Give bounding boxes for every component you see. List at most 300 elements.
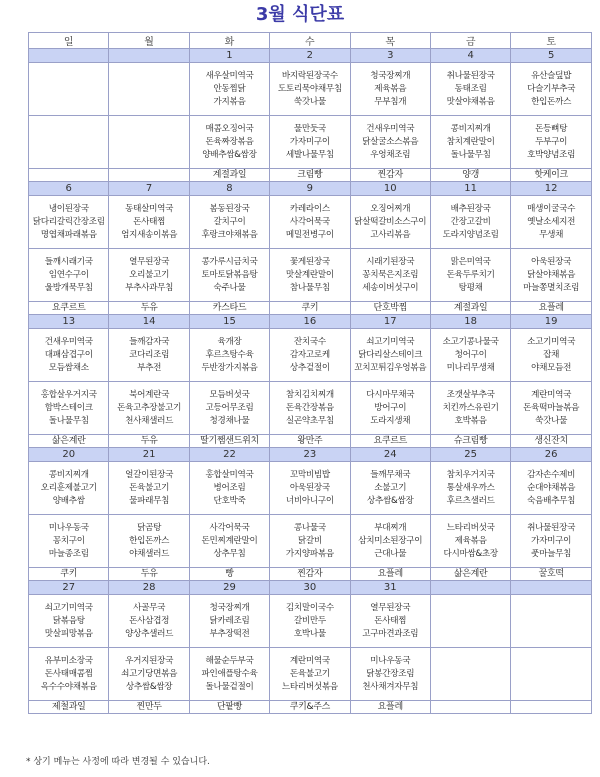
menu-item: 대패삼겹구이: [44, 349, 93, 360]
dessert-cell: 꿀호떡: [511, 568, 592, 581]
dinner-menu-cell: [109, 116, 189, 169]
lunch-menu-row: [29, 329, 592, 382]
lunch-menu-cell: [270, 63, 350, 116]
menu-item: 병어조림: [213, 482, 246, 493]
menu-item: 닭살떡갈비소스구이: [354, 216, 427, 227]
menu-item: 꼬치꼬튀김우엉볶음: [354, 362, 427, 373]
date-cell: 29: [189, 581, 269, 595]
dinner-menu-cell: [430, 116, 510, 169]
menu-item: 후르츠탕수육: [205, 349, 254, 360]
menu-item: 무부침개: [374, 96, 407, 107]
menu-item: 들깨시래기국: [44, 256, 93, 267]
dinner-menu-cell: [511, 249, 592, 302]
dessert-cell: 삶은계란: [430, 568, 510, 581]
dinner-menu-cell: [29, 515, 109, 568]
date-cell: 22: [189, 448, 269, 462]
menu-item: 참나물무침: [289, 282, 330, 293]
menu-item: 청국장찌개: [370, 70, 411, 81]
menu-item: 엄지새송이볶음: [121, 229, 178, 240]
dinner-menu-cell: [29, 116, 109, 169]
dinner-menu-cell: [189, 515, 269, 568]
menu-item: 천사채겨자무침: [362, 681, 419, 692]
menu-item: 돈사태매콤찜: [44, 668, 93, 679]
lunch-menu-cell: [29, 63, 109, 116]
dinner-menu-cell: [511, 382, 592, 435]
menu-item: 마늘종조림: [48, 548, 89, 559]
menu-item: 치킨까스유린기: [442, 402, 499, 413]
date-cell: 23: [270, 448, 350, 462]
menu-item: 계란미역국: [289, 655, 330, 666]
menu-item: 풋마늘무침: [531, 548, 572, 559]
menu-item: 상추쌈&쌈장: [367, 495, 414, 506]
menu-item: 얼갈이된장국: [125, 469, 174, 480]
date-cell: [430, 581, 510, 595]
menu-item: 닭봉간장조림: [366, 668, 415, 679]
menu-item: 너비아니구이: [285, 495, 334, 506]
menu-item: 오징어찌개: [370, 203, 411, 214]
lunch-menu-cell: [511, 63, 592, 116]
menu-item: 소고기미역국: [527, 336, 576, 347]
menu-item: 모듬버섯국: [209, 389, 250, 400]
lunch-menu-cell: [109, 196, 189, 249]
menu-item: 콩비지찌개: [48, 469, 89, 480]
menu-item: 맛살계란말이: [285, 269, 334, 280]
dessert-cell: 두유: [109, 302, 189, 315]
date-row: [29, 581, 592, 595]
menu-item: 꽃게된장국: [289, 256, 330, 267]
dinner-menu-cell: [109, 648, 189, 701]
menu-item: 돈육불고기: [289, 668, 330, 679]
date-cell: 25: [430, 448, 510, 462]
menu-item: 한입돈까스: [129, 535, 170, 546]
menu-item: 고등어무조림: [205, 402, 254, 413]
date-row: [29, 315, 592, 329]
menu-item: 함박스테이크: [44, 402, 93, 413]
lunch-menu-row: [29, 595, 592, 648]
dessert-cell: 슈크림빵: [430, 435, 510, 448]
menu-item: 갈비만두: [293, 615, 326, 626]
menu-item: 메밀전병구이: [285, 229, 334, 240]
dessert-cell: 딸기쨈샌드위치: [189, 435, 269, 448]
menu-item: 부추사과무침: [125, 282, 174, 293]
menu-item: 소불고기: [374, 482, 407, 493]
menu-item: 다시마무채국: [366, 389, 415, 400]
menu-item: 청경채나물: [209, 415, 250, 426]
lunch-menu-cell: [511, 462, 592, 515]
lunch-menu-cell: [350, 329, 430, 382]
menu-item: 취나물된장국: [446, 70, 495, 81]
menu-item: 쇠고기미역국: [366, 336, 415, 347]
menu-item: 미나우동국: [370, 655, 411, 666]
menu-item: 매콤오징어국: [205, 123, 254, 134]
date-cell: 9: [270, 182, 350, 196]
dessert-cell: 계절과일: [430, 302, 510, 315]
menu-item: 맑은미역국: [450, 256, 491, 267]
dinner-menu-cell: [350, 382, 430, 435]
menu-item: 임연수구이: [48, 269, 89, 280]
menu-item: 북어계란국: [129, 389, 170, 400]
menu-item: 도라지생채: [370, 415, 411, 426]
date-cell: 10: [350, 182, 430, 196]
menu-item: 꽁치묵은지조림: [362, 269, 419, 280]
date-cell: 7: [109, 182, 189, 196]
menu-item: 가자미구이: [289, 136, 330, 147]
dessert-cell: 계절과일: [189, 169, 269, 182]
menu-item: 간장고갈비: [450, 216, 491, 227]
lunch-menu-cell: [189, 595, 269, 648]
lunch-menu-cell: [511, 595, 592, 648]
dessert-cell: 요플레: [511, 302, 592, 315]
menu-item: 두반장가지볶음: [201, 362, 258, 373]
menu-item: 아욱된장국: [531, 256, 572, 267]
menu-item: 천사채샐러드: [125, 415, 174, 426]
lunch-menu-cell: [270, 595, 350, 648]
date-row: [29, 182, 592, 196]
menu-item: 후르츠샐러드: [446, 495, 495, 506]
lunch-menu-cell: [270, 329, 350, 382]
dessert-cell: 요쿠르트: [29, 302, 109, 315]
date-cell: 1: [189, 49, 269, 63]
date-cell: [29, 49, 109, 63]
dessert-cell: 생신잔치: [511, 435, 592, 448]
dessert-cell: [430, 701, 510, 714]
menu-item: 아욱된장국: [289, 482, 330, 493]
dessert-cell: 요쿠르트: [350, 435, 430, 448]
menu-item: 닭다리갈릭간장조림: [32, 216, 105, 227]
menu-item: 실곤약초무침: [285, 415, 334, 426]
lunch-menu-cell: [430, 595, 510, 648]
menu-item: 울방개묵무침: [44, 282, 93, 293]
lunch-menu-cell: [189, 462, 269, 515]
dinner-menu-cell: [189, 648, 269, 701]
menu-item: 건새우미역국: [44, 336, 93, 347]
menu-item: 동태조림: [454, 83, 487, 94]
menu-item: 통살새우까스: [446, 482, 495, 493]
menu-item: 조갯살부추국: [446, 389, 495, 400]
dessert-cell: 핫케이크: [511, 169, 592, 182]
menu-item: 미나우동국: [48, 522, 89, 533]
menu-item: 가지볶음: [213, 96, 246, 107]
menu-item: 사각어묵국: [209, 522, 250, 533]
lunch-menu-row: [29, 462, 592, 515]
menu-item: 미나리무생채: [446, 362, 495, 373]
menu-item: 동태살미역국: [125, 203, 174, 214]
menu-item: 콩나물국: [293, 522, 326, 533]
day-header-row: [29, 33, 592, 49]
menu-item: 돈육고추장불고기: [117, 402, 182, 413]
menu-item: 닭카레조림: [209, 615, 250, 626]
dessert-row: [29, 302, 592, 315]
menu-item: 꼬막비빔밥: [289, 469, 330, 480]
date-cell: 11: [430, 182, 510, 196]
menu-item: 돈사태찜: [133, 216, 166, 227]
day-header-sat: 토: [511, 33, 592, 49]
menu-item: 도토리묵야채무침: [277, 83, 342, 94]
menu-item: 한입돈까스: [531, 96, 572, 107]
day-header-mon: 월: [109, 33, 189, 49]
menu-item: 돈육두루치기: [446, 269, 495, 280]
menu-item: 근대나물: [374, 548, 407, 559]
dinner-menu-cell: [189, 116, 269, 169]
menu-item: 카레라이스: [289, 203, 330, 214]
menu-item: 김치말이국수: [285, 602, 334, 613]
menu-item: 유부미소장국: [44, 655, 93, 666]
dessert-cell: 쿠키: [270, 302, 350, 315]
menu-item: 건새우미역국: [366, 123, 415, 134]
dinner-menu-cell: [430, 515, 510, 568]
menu-item: 물만둣국: [293, 123, 326, 134]
menu-item: 콩비지찌개: [450, 123, 491, 134]
menu-item: 돈육떡마늘볶음: [523, 402, 580, 413]
menu-item: 쇠고기미역국: [44, 602, 93, 613]
menu-item: 닭살굴소스볶음: [362, 136, 419, 147]
lunch-menu-cell: [109, 329, 189, 382]
menu-item: 해물순두부국: [205, 655, 254, 666]
dessert-cell: [29, 169, 109, 182]
date-cell: 14: [109, 315, 189, 329]
menu-item: 다슬기부추국: [527, 83, 576, 94]
menu-item: 코다리조림: [129, 349, 170, 360]
menu-item: 부추전: [137, 362, 162, 373]
menu-item: 육개장: [217, 336, 242, 347]
menu-item: 쑥갓나물: [293, 96, 326, 107]
lunch-menu-cell: [270, 462, 350, 515]
menu-item: 토마토닭볶음탕: [201, 269, 258, 280]
date-cell: 20: [29, 448, 109, 462]
menu-item: 우거지된장국: [125, 655, 174, 666]
menu-item: 유산슬덮밥: [531, 70, 572, 81]
menu-item: 참치계란말이: [446, 136, 495, 147]
lunch-menu-cell: [109, 63, 189, 116]
date-cell: 21: [109, 448, 189, 462]
menu-item: 고구마견과조림: [362, 628, 419, 639]
dessert-cell: 단팥빵: [189, 701, 269, 714]
menu-item: 가자미구이: [531, 535, 572, 546]
lunch-menu-cell: [29, 329, 109, 382]
dessert-cell: 단호박찜: [350, 302, 430, 315]
lunch-menu-cell: [511, 196, 592, 249]
menu-item: 봄동된장국: [209, 203, 250, 214]
menu-item: 냉이된장국: [48, 203, 89, 214]
dessert-cell: [511, 701, 592, 714]
menu-item: 쑥갓나물: [535, 415, 568, 426]
dinner-menu-cell: [270, 648, 350, 701]
date-cell: 24: [350, 448, 430, 462]
dinner-menu-cell: [430, 249, 510, 302]
dinner-menu-row: [29, 249, 592, 302]
menu-item: 맛살야채볶음: [446, 96, 495, 107]
lunch-menu-cell: [189, 196, 269, 249]
date-cell: 13: [29, 315, 109, 329]
menu-item: 잡채: [543, 349, 560, 360]
menu-item: 야채모듬전: [531, 362, 572, 373]
menu-item: 우엉채조림: [370, 149, 411, 160]
menu-item: 느타리버섯국: [446, 522, 495, 533]
menu-item: 상추겉절이: [289, 362, 330, 373]
menu-item: 사각어묵국: [289, 216, 330, 227]
menu-item: 청국장찌개: [209, 602, 250, 613]
menu-item: 돈사삼겹정: [129, 615, 170, 626]
menu-item: 바지락된장국수: [281, 70, 338, 81]
menu-item: 돌나물무침: [48, 415, 89, 426]
menu-item: 세송이버섯구이: [362, 282, 419, 293]
dinner-menu-cell: [189, 249, 269, 302]
lunch-menu-cell: [430, 196, 510, 249]
menu-item: 호박볶음: [454, 415, 487, 426]
dessert-cell: 양갱: [430, 169, 510, 182]
menu-item: 무생채: [539, 229, 564, 240]
dessert-cell: 쿠키&주스: [270, 701, 350, 714]
lunch-menu-row: [29, 196, 592, 249]
menu-item: 부대찌개: [374, 522, 407, 533]
dinner-menu-cell: [109, 249, 189, 302]
day-header-sun: 일: [29, 33, 109, 49]
meal-calendar: [28, 32, 592, 714]
menu-item: 잔치국수: [293, 336, 326, 347]
menu-item: 들깨감자국: [129, 336, 170, 347]
lunch-menu-cell: [511, 329, 592, 382]
menu-item: 세발나물무침: [285, 149, 334, 160]
menu-item: 돈민찌계란말이: [201, 535, 258, 546]
menu-item: 취나물된장국: [527, 522, 576, 533]
menu-item: 콩가루시금치국: [201, 256, 258, 267]
menu-item: 옥수수야채볶음: [40, 681, 97, 692]
menu-item: 감자손수제비: [527, 469, 576, 480]
dessert-cell: 찐만두: [109, 701, 189, 714]
date-cell: 16: [270, 315, 350, 329]
menu-item: 가지양파볶음: [285, 548, 334, 559]
dessert-cell: 요플레: [350, 568, 430, 581]
dinner-menu-cell: [109, 382, 189, 435]
dessert-cell: 왕만주: [270, 435, 350, 448]
date-cell: 2: [270, 49, 350, 63]
dinner-menu-row: [29, 515, 592, 568]
menu-item: 돈사태찜: [374, 615, 407, 626]
dinner-menu-cell: [270, 249, 350, 302]
date-cell: 30: [270, 581, 350, 595]
date-cell: 12: [511, 182, 592, 196]
menu-item: 오리훈제불고기: [40, 482, 97, 493]
dinner-menu-cell: [109, 515, 189, 568]
date-cell: 4: [430, 49, 510, 63]
menu-item: 닭살야채볶음: [527, 269, 576, 280]
menu-item: 소고기콩나물국: [442, 336, 499, 347]
menu-item: 돌나물무침: [450, 149, 491, 160]
dinner-menu-cell: [270, 116, 350, 169]
menu-item: 꽁치구이: [52, 535, 85, 546]
date-cell: [511, 581, 592, 595]
menu-item: 단호박죽: [213, 495, 246, 506]
menu-item: 갈치구이: [213, 216, 246, 227]
day-header-wed: 수: [270, 33, 350, 49]
date-cell: 3: [350, 49, 430, 63]
menu-item: 탕평채: [458, 282, 483, 293]
dinner-menu-cell: [29, 382, 109, 435]
dinner-menu-cell: [350, 249, 430, 302]
dessert-cell: 카스타드: [189, 302, 269, 315]
dessert-row: [29, 169, 592, 182]
menu-item: 맛살피망볶음: [44, 628, 93, 639]
lunch-menu-cell: [430, 63, 510, 116]
menu-item: 상추무침: [213, 548, 246, 559]
menu-item: 두부구이: [535, 136, 568, 147]
menu-item: 방어구이: [374, 402, 407, 413]
menu-item: 호박나물: [293, 628, 326, 639]
menu-item: 사골무국: [133, 602, 166, 613]
menu-item: 홍합살미역국: [205, 469, 254, 480]
menu-item: 닭볶음탕: [52, 615, 85, 626]
dessert-cell: 두유: [109, 435, 189, 448]
menu-item: 삼치미소된장구이: [358, 535, 423, 546]
menu-item: 쇠고기당면볶음: [121, 668, 178, 679]
dinner-menu-cell: [350, 116, 430, 169]
menu-item: 돈등뼈탕: [535, 123, 568, 134]
lunch-menu-cell: [29, 462, 109, 515]
dinner-menu-cell: [511, 116, 592, 169]
dinner-menu-cell: [270, 515, 350, 568]
dinner-menu-cell: [430, 382, 510, 435]
lunch-menu-cell: [430, 329, 510, 382]
date-cell: 6: [29, 182, 109, 196]
dinner-menu-row: [29, 648, 592, 701]
menu-item: 파인애플탕수육: [201, 668, 258, 679]
dinner-menu-cell: [270, 382, 350, 435]
change-notice: * 상기 메뉴는 사정에 따라 변경될 수 있습니다.: [26, 757, 210, 767]
dinner-menu-row: [29, 382, 592, 435]
date-cell: [109, 49, 189, 63]
menu-item: 제육볶음: [454, 535, 487, 546]
date-cell: 19: [511, 315, 592, 329]
menu-item: 오리불고기: [129, 269, 170, 280]
menu-item: 닭갈비: [297, 535, 322, 546]
menu-item: 순대야채볶음: [527, 482, 576, 493]
dinner-menu-cell: [29, 249, 109, 302]
lunch-menu-cell: [189, 329, 269, 382]
date-cell: 5: [511, 49, 592, 63]
day-header-thu: 목: [350, 33, 430, 49]
dessert-cell: 빵: [189, 568, 269, 581]
menu-item: 마늘쫑멸치조림: [523, 282, 580, 293]
dinner-menu-cell: [511, 648, 592, 701]
dessert-row: [29, 435, 592, 448]
dessert-cell: [109, 169, 189, 182]
date-cell: 28: [109, 581, 189, 595]
menu-item: 느타리버섯볶음: [281, 681, 338, 692]
date-cell: 8: [189, 182, 269, 196]
dinner-menu-cell: [511, 515, 592, 568]
lunch-menu-cell: [350, 63, 430, 116]
menu-item: 옛날소세지전: [527, 216, 576, 227]
menu-item: 닭곰탕: [137, 522, 162, 533]
date-cell: 17: [350, 315, 430, 329]
menu-item: 안동찜닭: [213, 83, 246, 94]
dessert-cell: 쿠키: [29, 568, 109, 581]
menu-item: 제육볶음: [374, 83, 407, 94]
menu-item: 참치우거지국: [446, 469, 495, 480]
lunch-menu-cell: [109, 595, 189, 648]
date-cell: 18: [430, 315, 510, 329]
date-row: [29, 448, 592, 462]
dessert-cell: 찐감자: [270, 568, 350, 581]
menu-item: 모듬쌈채소: [48, 362, 89, 373]
menu-item: 명엽채파래볶음: [40, 229, 97, 240]
menu-item: 호박양념조림: [527, 149, 576, 160]
dinner-menu-cell: [29, 648, 109, 701]
lunch-menu-cell: [270, 196, 350, 249]
dessert-cell: 찐감자: [350, 169, 430, 182]
menu-item: 열무된장국: [129, 256, 170, 267]
menu-item: 들깨무채국: [370, 469, 411, 480]
